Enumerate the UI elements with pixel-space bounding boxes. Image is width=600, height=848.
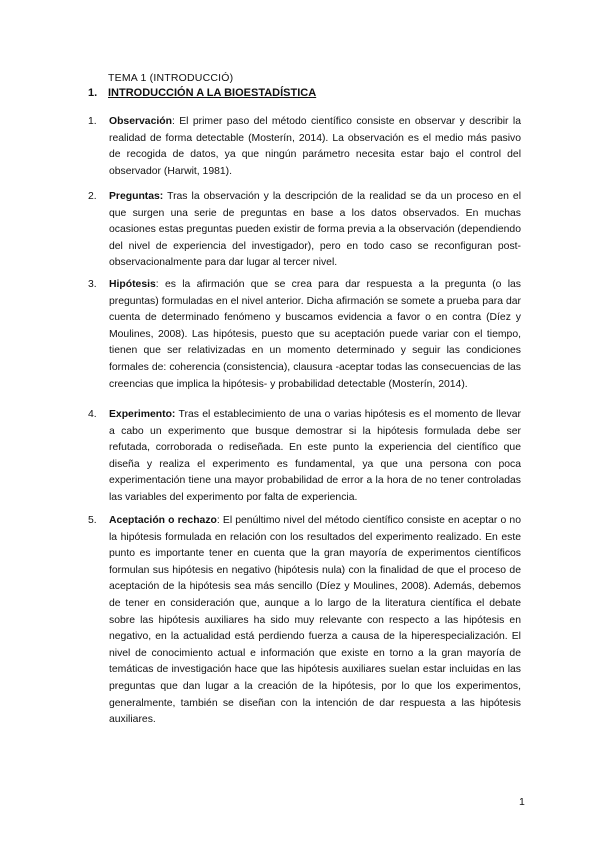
list-item-term: Observación (109, 116, 172, 127)
list-item (88, 277, 521, 393)
list-item (88, 407, 521, 507)
list-item-number: 3. (88, 279, 97, 290)
list-item-text: : El primer paso del método científico consiste en observar y describir la realidad de forma detectable (Mosterín, 2014). La observación es el medio más pasivo de recogida de datos, ya que ningún parámetro necesita estar bajo el control del observador (Harwit, 1981). (109, 116, 521, 177)
list-item-number: 5. (88, 515, 97, 526)
list-item-text: Tras el establecimiento de una o varias hipótesis es el momento de llevar a cabo un experimento que busque demostrar si la hipótesis formulada debe ser refutada, corroborada o rediseñada. En este punto la experiencia del científico que diseña y realiza el experimento es fundamental, ya que una persona con poca experimentación tiene una mayor probabilidad de error a la hora de no tener controladas las variables del experimento por falta de experiencia. (109, 409, 521, 503)
list-item-body (109, 189, 521, 272)
section-number: 1. (88, 87, 98, 99)
list-item (88, 114, 521, 180)
list-item-term: Aceptación o rechazo (109, 515, 217, 526)
list-item-number: 4. (88, 409, 97, 420)
topic-label: TEMA 1 (INTRODUCCIÓ) (108, 72, 234, 84)
list-item-text: : El penúltimo nivel del método científico consiste en aceptar o no la hipótesis formulada en relación con los resultados del experimento realizado. En este punto es importante tener en cuenta que la gran mayoría de experimentos científicos formulan sus hipótesis en negativo (hipótesis nula) con la finalidad de que el proceso de aceptación de la hipótesis sea más sencillo (Díez y Moulines, 2008). Además, debemos de tener en consideración que, aunque a lo largo de la literatura científica el debate sobre las hipótesis auxiliares ha sido muy relevante con respecto a las hipótesis en negativo, en la actualidad está perdiendo fuerza a causa de la hiperespecialización. El nivel de conocimiento actual e información que existe en torno a la gran mayoría de temáticas de investigación hace que las hipótesis auxiliares suelan estar incluidas en las preguntas que dan lugar a la creación de la hipótesis, por lo que los experimentos, generalmente, también se diseñan con la intención de dar respuesta a las hipótesis auxiliares. (109, 515, 521, 726)
list-item-text: : es la afirmación que se crea para dar respuesta a la pregunta (o las preguntas) formuladas en el nivel anterior. Dicha afirmación se somete a prueba para dar cuenta de determinado fenómeno y buscamos evidencia a favor o en contra (Díez y Moulines, 2008). Las hipótesis, puesto que su aceptación puede variar con el tiempo, tienen que ser relativizadas en un momento determinado y seguir las condiciones formales de: coherencia (consistencia), clausura -aceptar todas las consecuencias de las creencias que implica la hipótesis- y probabilidad detectable (Mosterín, 2014). (109, 279, 521, 390)
list-item (88, 189, 521, 272)
list-item-term: Hipótesis (109, 279, 156, 290)
list-item-number: 1. (88, 116, 97, 127)
list-item-text: Tras la observación y la descripción de la realidad se da un proceso en el que surgen una serie de preguntas en base a los datos observados. En muchas ocasiones estas preguntas pueden existir de forma previa a la observación (dependiendo del nivel de experiencia del investigador), pero en todo caso se reconfiguran post-observacionalmente para dar lugar al tercer nivel. (109, 191, 521, 269)
list-item-body (109, 277, 521, 393)
list-item-body (109, 513, 521, 729)
section-title: INTRODUCCIÓN A LA BIOESTADÍSTICA (108, 87, 317, 99)
list-item-term: Preguntas: (109, 191, 164, 202)
section-heading (88, 87, 316, 99)
list-item-number: 2. (88, 191, 97, 202)
page-number: 1 (519, 796, 525, 808)
list-item-body (109, 114, 521, 180)
list-item-term: Experimento: (109, 409, 176, 420)
list-item-body (109, 407, 521, 507)
list-item (88, 513, 521, 729)
